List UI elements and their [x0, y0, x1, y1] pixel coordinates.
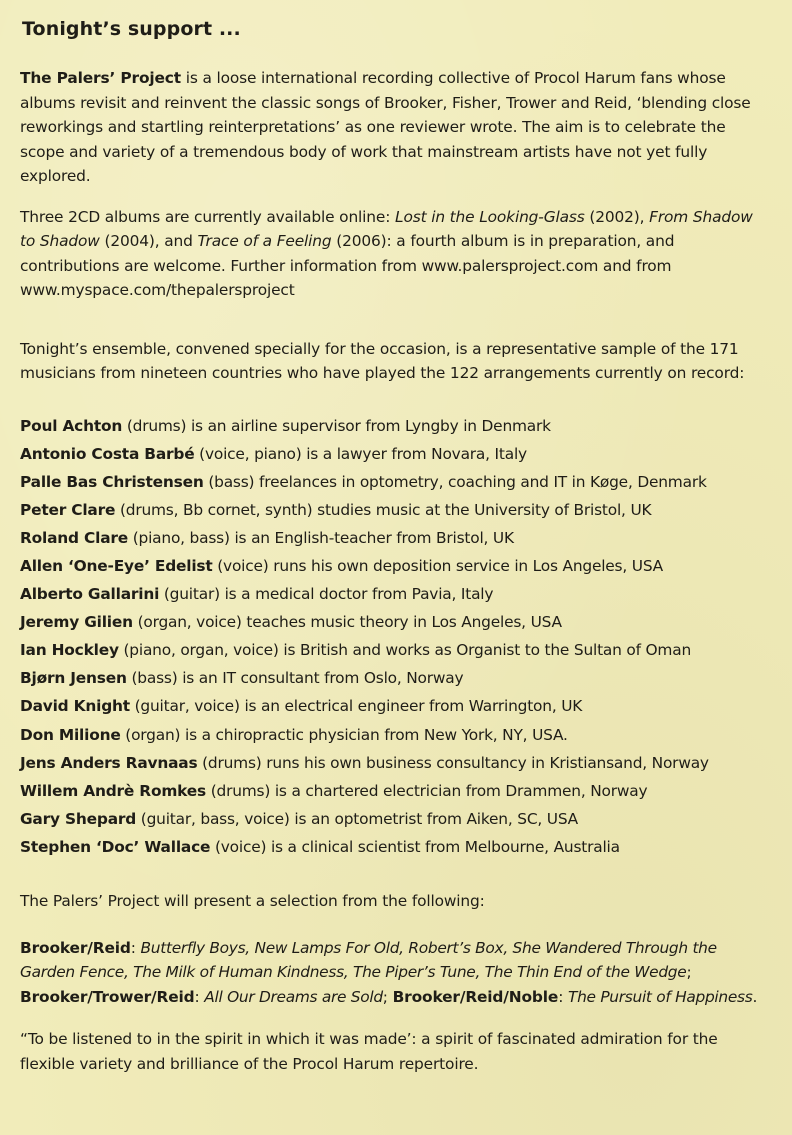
musician-desc: (drums) runs his own business consultancy in Kristiansand, Norway	[197, 753, 709, 772]
page-title: Tonight’s support ...	[22, 18, 241, 40]
musician-name: Poul Achton	[20, 416, 123, 435]
list-item	[20, 636, 762, 664]
list-item	[20, 524, 762, 552]
separator: :	[558, 987, 568, 1006]
list-item	[20, 552, 762, 580]
closing-quote: “To be listened to in the spirit in which it was made’: a spirit of fascinated admiration for the flexible variety and brilliance of the Procol Harum repertoire.	[20, 1030, 718, 1073]
musician-desc: (bass) is an IT consultant from Oslo, Norway	[126, 669, 464, 688]
separator: :	[130, 938, 141, 957]
song-titles: Butterfly Boys, New Lamps For Old, Robert’s Box, She Wandered Through the Garden Fence, The Milk of Human Kindness, The Piper’s Tune, The Thin End of the Wedge	[20, 938, 717, 981]
musician-desc: (guitar, voice) is an electrical engineer from Warrington, UK	[129, 697, 583, 716]
list-item	[20, 440, 762, 468]
song-titles: All Our Dreams are Sold	[204, 987, 383, 1006]
musician-name: Jens Anders Ravnaas	[20, 753, 198, 772]
musician-desc: (bass) freelances in optometry, coaching and IT in Køge, Denmark	[203, 472, 707, 491]
list-item	[20, 692, 762, 720]
musician-name: Jeremy Gilien	[20, 613, 133, 632]
list-item	[20, 580, 762, 608]
separator: ;	[686, 963, 692, 981]
musician-desc: (voice, piano) is a lawyer from Novara, Italy	[194, 444, 527, 463]
list-item	[20, 664, 762, 692]
song-list-paragraph	[20, 936, 762, 1010]
musician-name: Palle Bas Christensen	[20, 472, 204, 491]
list-item	[20, 805, 762, 833]
musician-name: Gary Shepard	[20, 809, 137, 828]
musician-name: Stephen ‘Doc’ Wallace	[20, 837, 211, 856]
list-item	[20, 777, 762, 805]
musician-desc: (organ) is a chiropractic physician from New York, NY, USA.	[120, 725, 568, 744]
musician-name: Antonio Costa Barbé	[20, 444, 195, 463]
musician-desc: (drums) is an airline supervisor from Lyngby in Denmark	[122, 416, 551, 435]
albums-text-1: Three 2CD albums are currently available online:	[20, 207, 396, 226]
musician-list	[20, 412, 762, 862]
writers-credit: Brooker/Reid/Noble	[392, 987, 559, 1006]
musician-desc: (drums) is a chartered electrician from Drammen, Norway	[206, 781, 648, 800]
list-item	[20, 496, 762, 524]
musician-name: Allen ‘One-Eye’ Edelist	[20, 556, 213, 575]
musician-desc: (guitar) is a medical doctor from Pavia, Italy	[159, 585, 494, 604]
writers-credit: Brooker/Reid	[20, 938, 131, 957]
list-item	[20, 608, 762, 636]
musician-desc: (guitar, bass, voice) is an optometrist from Aiken, SC, USA	[136, 809, 578, 828]
selection-intro: The Palers’ Project will present a selection from the following:	[20, 892, 485, 910]
albums-text-2: (2002),	[584, 207, 650, 226]
list-item	[20, 412, 762, 440]
musician-name: Peter Clare	[20, 500, 116, 519]
list-item	[20, 721, 762, 749]
musician-name: Bjørn Jensen	[20, 669, 127, 688]
album-title-3: Trace of a Feeling	[197, 232, 332, 250]
musician-name: Willem Andrè Romkes	[20, 781, 206, 800]
intro-paragraph	[20, 66, 762, 189]
musician-name: Don Milione	[20, 725, 121, 744]
musician-name: Ian Hockley	[20, 641, 119, 660]
list-item	[20, 468, 762, 496]
project-name: The Palers’ Project	[20, 69, 181, 87]
musician-name: Alberto Gallarini	[20, 585, 160, 604]
musician-desc: (voice) is a clinical scientist from Melbourne, Australia	[210, 837, 620, 856]
separator: .	[752, 987, 758, 1006]
writers-credit: Brooker/Trower/Reid	[20, 987, 195, 1006]
list-item	[20, 833, 762, 861]
musician-desc: (organ, voice) teaches music theory in Los Angeles, USA	[132, 613, 562, 632]
separator: ;	[382, 987, 393, 1006]
albums-paragraph	[20, 205, 762, 303]
musician-desc: (voice) runs his own deposition service in Los Angeles, USA	[212, 556, 664, 575]
musician-name: David Knight	[20, 697, 130, 716]
albums-text-3: (2004), and	[99, 232, 198, 250]
album-title-2: From Shadow to Shadow	[20, 207, 753, 250]
musician-desc: (piano, organ, voice) is British and works as Organist to the Sultan of Oman	[118, 641, 692, 660]
intro-text: is a loose international recording collective of Procol Harum fans whose albums revisit and reinvent the classic songs of Brooker, Fisher, Trower and Reid, ‘blending close reworkings and startling reinterpretations’ as one reviewer wrote. The aim is to celebrate the scope and variety of a tremendous body of work that mainstream artists have not yet fully explored.	[20, 69, 751, 185]
list-item	[20, 749, 762, 777]
albums-text-4: (2006): a fourth album is in preparation, and contributions are welcome. Further information from www.palersproject.com and from www.myspace.com/thepalersproject	[20, 232, 675, 299]
separator: :	[194, 987, 205, 1006]
song-titles: The Pursuit of Happiness	[568, 987, 753, 1006]
ensemble-paragraph: Tonight’s ensemble, convened specially for the occasion, is a representative sample of the 171 musicians from nineteen countries who have played the 122 arrangements currently on record:	[20, 339, 745, 382]
musician-desc: (drums, Bb cornet, synth) studies music at the University of Bristol, UK	[115, 500, 652, 519]
musician-desc: (piano, bass) is an English-teacher from Bristol, UK	[128, 528, 514, 547]
album-title-1: Lost in the Looking-Glass	[395, 207, 585, 226]
musician-name: Roland Clare	[20, 528, 129, 547]
